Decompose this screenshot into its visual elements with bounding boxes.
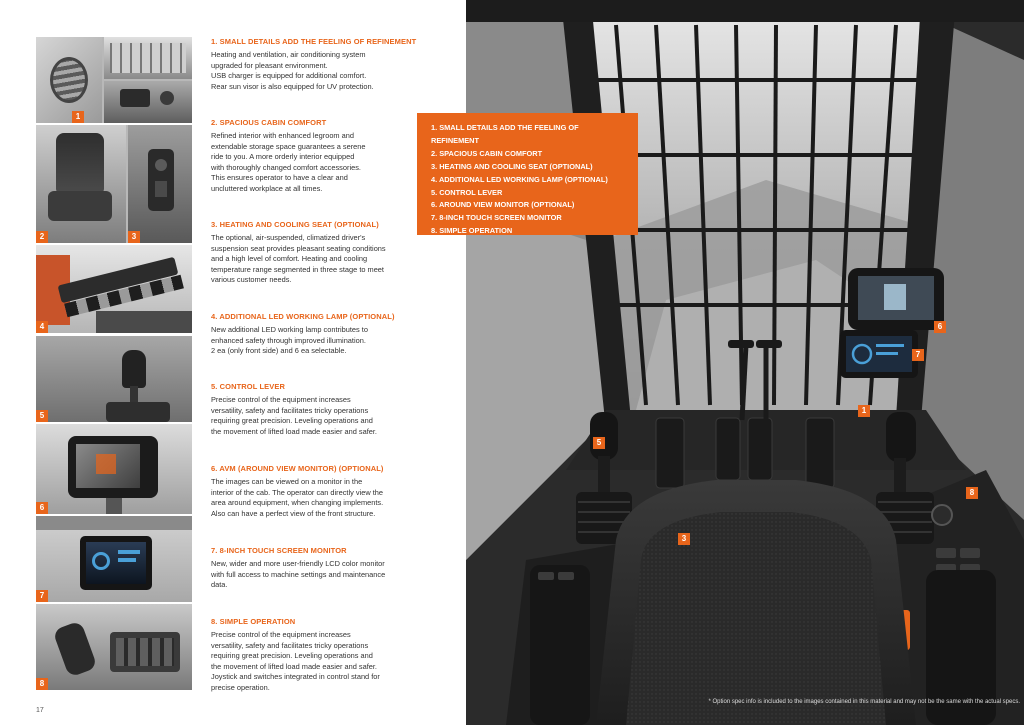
left-page	[0, 0, 466, 725]
thumbnail-badge: 8	[36, 678, 48, 690]
thumbnail-vent-usb	[36, 37, 192, 123]
callout-marker: 8	[966, 487, 978, 499]
section-body: The images can be viewed on a monitor in the interior of the cab. The operator can directly view the area around equipment, when changing implements. Also can have a perfect view of the front structure.	[211, 477, 384, 518]
legend-item: 4. ADDITIONAL LED WORKING LAMP (OPTIONAL)	[431, 174, 608, 184]
legend-item: 2. SPACIOUS CABIN COMFORT	[431, 148, 543, 158]
section-body: New, wider and more user-friendly LCD color monitor with full access to machine settings and maintenance data.	[211, 559, 386, 590]
section-body: Heating and ventilation, air conditioning system upgraded for pleasant environment. USB charger is equipped for additional comfort. Rear sun visor is also equipped for UV protection.	[211, 50, 374, 91]
thumbnail-badge: 6	[36, 502, 48, 514]
section-title: 1. SMALL DETAILS ADD THE FEELING OF REFINEMENT	[211, 37, 417, 46]
page-number: 17	[36, 707, 44, 714]
section-title: 6. AVM (AROUND VIEW MONITOR) (OPTIONAL)	[211, 464, 384, 473]
feature-section-2	[211, 118, 451, 195]
legend-item: 6. AROUND VIEW MONITOR (OPTIONAL)	[431, 200, 575, 210]
thumbnail-badge: 5	[36, 410, 48, 422]
callout-marker: 6	[934, 321, 946, 333]
feature-section-4	[211, 312, 451, 357]
section-body: Precise control of the equipment increases versatility, safety and facilitates tricky operations requiring great precision. Leveling operations and the movement of lifted load made easier and safer. Joystick and switches integrated in control stand for precise operation.	[211, 630, 380, 692]
section-title: 3. HEATING AND COOLING SEAT (OPTIONAL)	[211, 220, 379, 229]
thumbnail-avm-monitor	[36, 424, 192, 514]
legend-item: 8. SIMPLE OPERATION	[431, 226, 513, 236]
section-body: New additional LED working lamp contributes to enhanced safety through improved illumination. 2 ea (only front side) and 6 ea selectable.	[211, 325, 368, 356]
section-body: The optional, air-suspended, climatized driver's suspension seat provides pleasant seating conditions and a high level of comfort. Heating and cooling temperature range segmented in three stage to meet various customer needs.	[211, 233, 386, 285]
feature-legend	[417, 113, 638, 235]
thumbnail-badge: 7	[36, 590, 48, 602]
callout-marker: 5	[593, 437, 605, 449]
thumbnail-led-lamp	[36, 245, 192, 333]
callout-marker: 3	[678, 533, 690, 545]
section-title: 2. SPACIOUS CABIN COMFORT	[211, 118, 327, 127]
section-title: 4. ADDITIONAL LED WORKING LAMP (OPTIONAL)	[211, 312, 395, 321]
section-body: Precise control of the equipment increases versatility, safety and facilitates tricky operations requiring great precision. Leveling operations and the movement of lifted load made easier and safer.	[211, 395, 377, 436]
thumbnail-seat	[36, 125, 192, 243]
legend-item: 1. SMALL DETAILS ADD THE FEELING OF REFINEMENT	[431, 123, 579, 145]
cabin-interior-illustration	[466, 0, 1024, 725]
feature-section-8	[211, 617, 451, 694]
thumbnail-badge: 3	[128, 231, 140, 243]
legend-item: 3. HEATING AND COOLING SEAT (OPTIONAL)	[431, 161, 593, 171]
thumbnail-touch-screen	[36, 516, 192, 602]
callout-marker: 1	[858, 405, 870, 417]
section-title: 5. CONTROL LEVER	[211, 382, 285, 391]
thumbnail-console	[36, 604, 192, 690]
section-title: 8. SIMPLE OPERATION	[211, 617, 296, 626]
feature-section-3	[211, 220, 451, 286]
thumbnail-badge: 4	[36, 321, 48, 333]
thumbnail-control-lever	[36, 336, 192, 422]
legend-item: 7. 8-INCH TOUCH SCREEN MONITOR	[431, 213, 562, 223]
thumbnail-badge: 1	[72, 111, 84, 123]
cabin-photo	[466, 0, 1024, 725]
section-title: 7. 8-INCH TOUCH SCREEN MONITOR	[211, 546, 347, 555]
section-body: Refined interior with enhanced legroom and extendable storage space guarantees a serene ride to you. A more orderly interior equipped with thoroughly changed comfort accessories. This ensures operator to have a clear and uncluttered workplace at all times.	[211, 131, 366, 193]
feature-section-6	[211, 464, 451, 519]
legend-item: 5. CONTROL LEVER	[431, 187, 503, 197]
feature-section-5	[211, 382, 451, 437]
callout-marker: 7	[912, 349, 924, 361]
feature-section-1	[211, 37, 451, 92]
feature-section-7	[211, 546, 451, 591]
thumbnail-badge: 2	[36, 231, 48, 243]
disclaimer-note: * Option spec info is included to the images contained in this material and may not be the same with the actual specs.	[708, 699, 1020, 705]
